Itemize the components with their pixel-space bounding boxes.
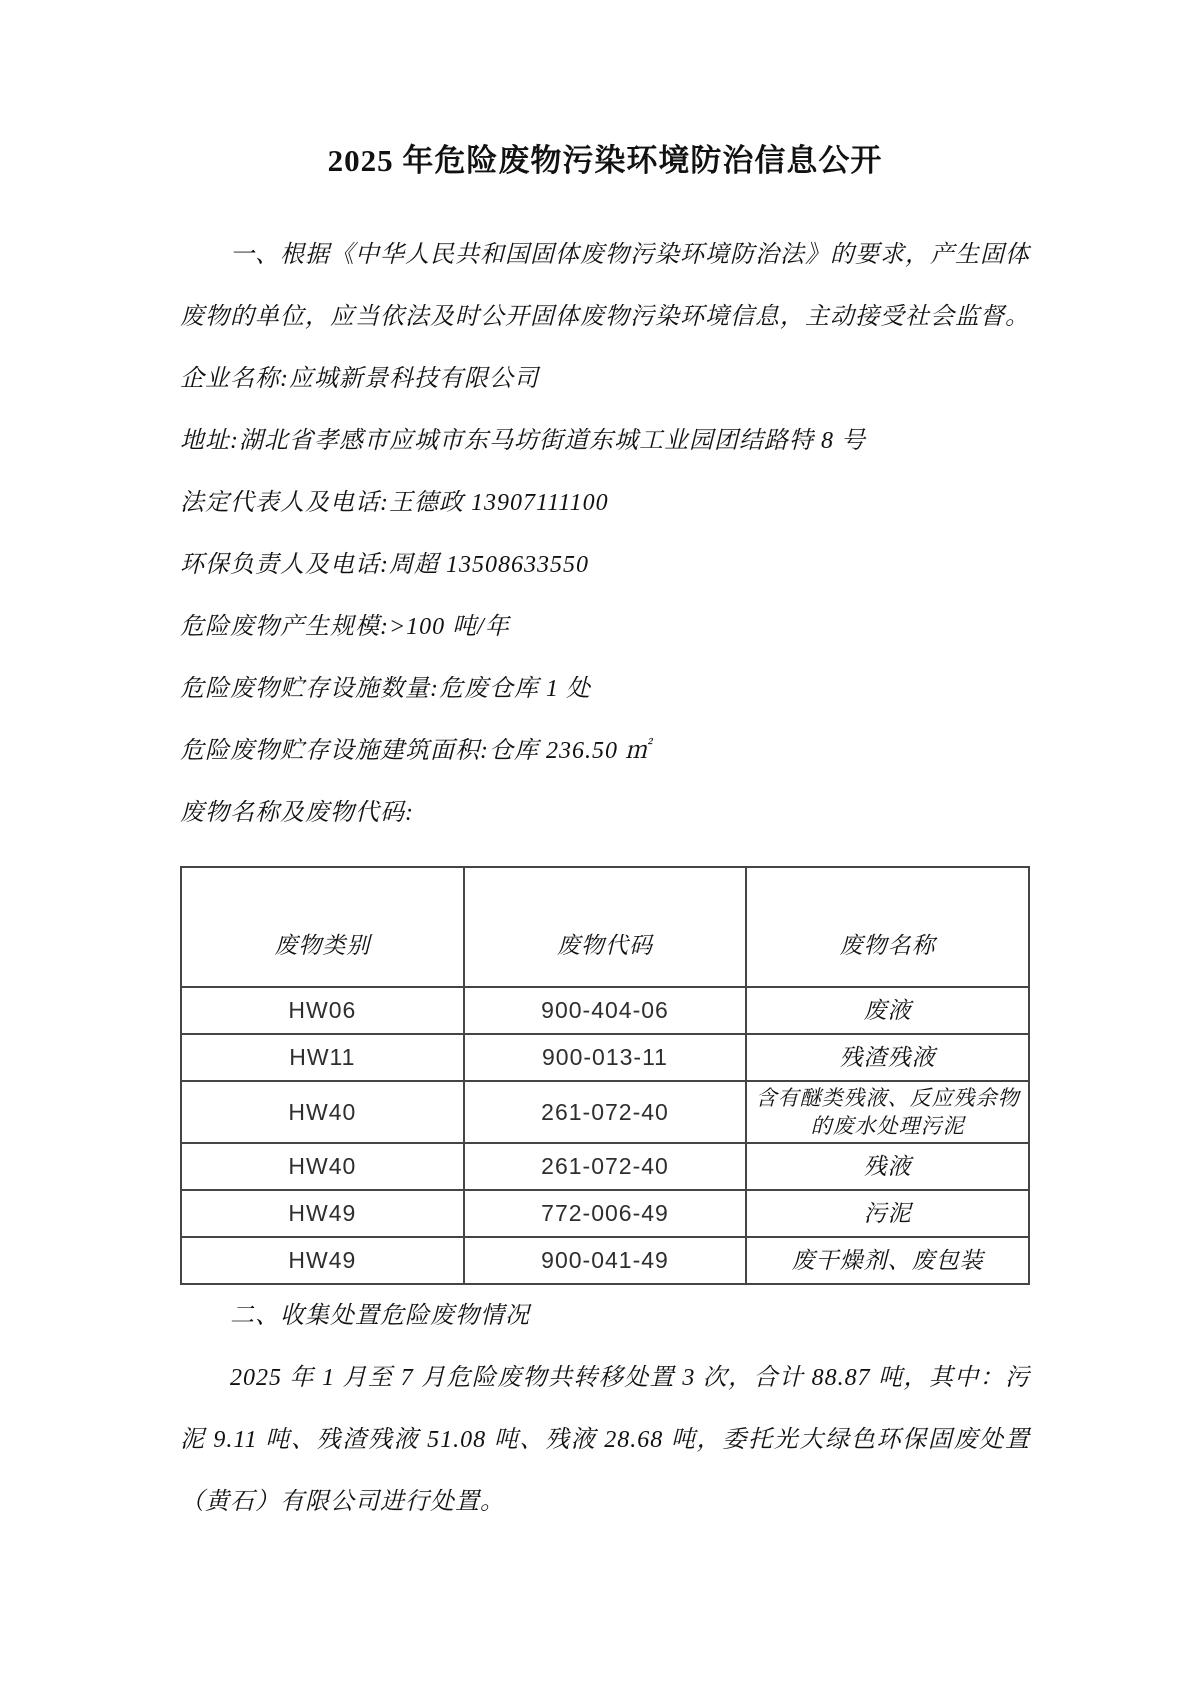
storage-area-line: 危险废物贮存设施建筑面积:仓库 236.50 ㎡ bbox=[180, 738, 650, 764]
table-row bbox=[181, 1237, 1029, 1284]
address-line: 地址:湖北省孝感市应城市东马坊街道东城工业园团结路特 8 号 bbox=[180, 428, 866, 454]
cell-name: 含有醚类残液、反应残余物的废水处理污泥 bbox=[746, 1081, 1029, 1143]
section-2-heading: 二、收集处置危险废物情况 bbox=[230, 1303, 530, 1329]
cell-code: 900-041-49 bbox=[464, 1237, 747, 1284]
intro-paragraph: 一、根据《中华人民共和国固体废物污染环境防治法》的要求，产生固体废物的单位，应当依法及时公开固体废物污染环境信息，主动接受社会监督。 bbox=[180, 242, 1030, 330]
cell-name: 污泥 bbox=[746, 1190, 1029, 1237]
cell-code: 772-006-49 bbox=[464, 1190, 747, 1237]
table-row bbox=[181, 987, 1029, 1034]
env-officer-line: 环保负责人及电话:周超 13508633550 bbox=[180, 552, 589, 578]
cell-name: 残液 bbox=[746, 1143, 1029, 1190]
cell-name: 残渣残液 bbox=[746, 1034, 1029, 1081]
table-row bbox=[181, 1081, 1029, 1143]
cell-category: HW40 bbox=[181, 1081, 464, 1143]
cell-name: 废液 bbox=[746, 987, 1029, 1034]
cell-code: 900-404-06 bbox=[464, 987, 747, 1034]
table-row bbox=[181, 1034, 1029, 1081]
waste-code-table bbox=[180, 866, 1030, 1285]
storage-count-line: 危险废物贮存设施数量:危废仓库 1 处 bbox=[180, 676, 591, 702]
document-content bbox=[180, 140, 1030, 1533]
cell-category: HW40 bbox=[181, 1143, 464, 1190]
cell-category: HW06 bbox=[181, 987, 464, 1034]
header-waste-name: 废物名称 bbox=[746, 867, 1029, 987]
header-waste-code: 废物代码 bbox=[464, 867, 747, 987]
cell-category: HW49 bbox=[181, 1190, 464, 1237]
cell-category: HW11 bbox=[181, 1034, 464, 1081]
disposal-paragraph: 2025 年 1 月至 7 月危险废物共转移处置 3 次，合计 88.87 吨，其中：污泥 9.11 吨、残渣残液 51.08 吨、残液 28.68 吨，委托光大绿色环保固废处置（黄石）有限公司进行处置。 bbox=[180, 1365, 1030, 1515]
table-row bbox=[181, 1190, 1029, 1237]
cell-code: 261-072-40 bbox=[464, 1143, 747, 1190]
section-2 bbox=[180, 1285, 1030, 1533]
legal-representative-line: 法定代表人及电话:王德政 13907111100 bbox=[180, 490, 609, 516]
waste-scale-line: 危险废物产生规模:>100 吨/年 bbox=[180, 614, 510, 640]
table-row bbox=[181, 1143, 1029, 1190]
table-caption-line: 废物名称及废物代码: bbox=[180, 800, 414, 826]
page-title: 2025 年危险废物污染环境防治信息公开 bbox=[327, 143, 883, 178]
company-name-line: 企业名称:应城新景科技有限公司 bbox=[180, 366, 539, 392]
cell-name: 废干燥剂、废包装 bbox=[746, 1237, 1029, 1284]
table-header-row bbox=[181, 867, 1029, 987]
cell-category: HW49 bbox=[181, 1237, 464, 1284]
section-1 bbox=[180, 224, 1030, 844]
header-waste-category: 废物类别 bbox=[181, 867, 464, 987]
cell-code: 900-013-11 bbox=[464, 1034, 747, 1081]
cell-code: 261-072-40 bbox=[464, 1081, 747, 1143]
